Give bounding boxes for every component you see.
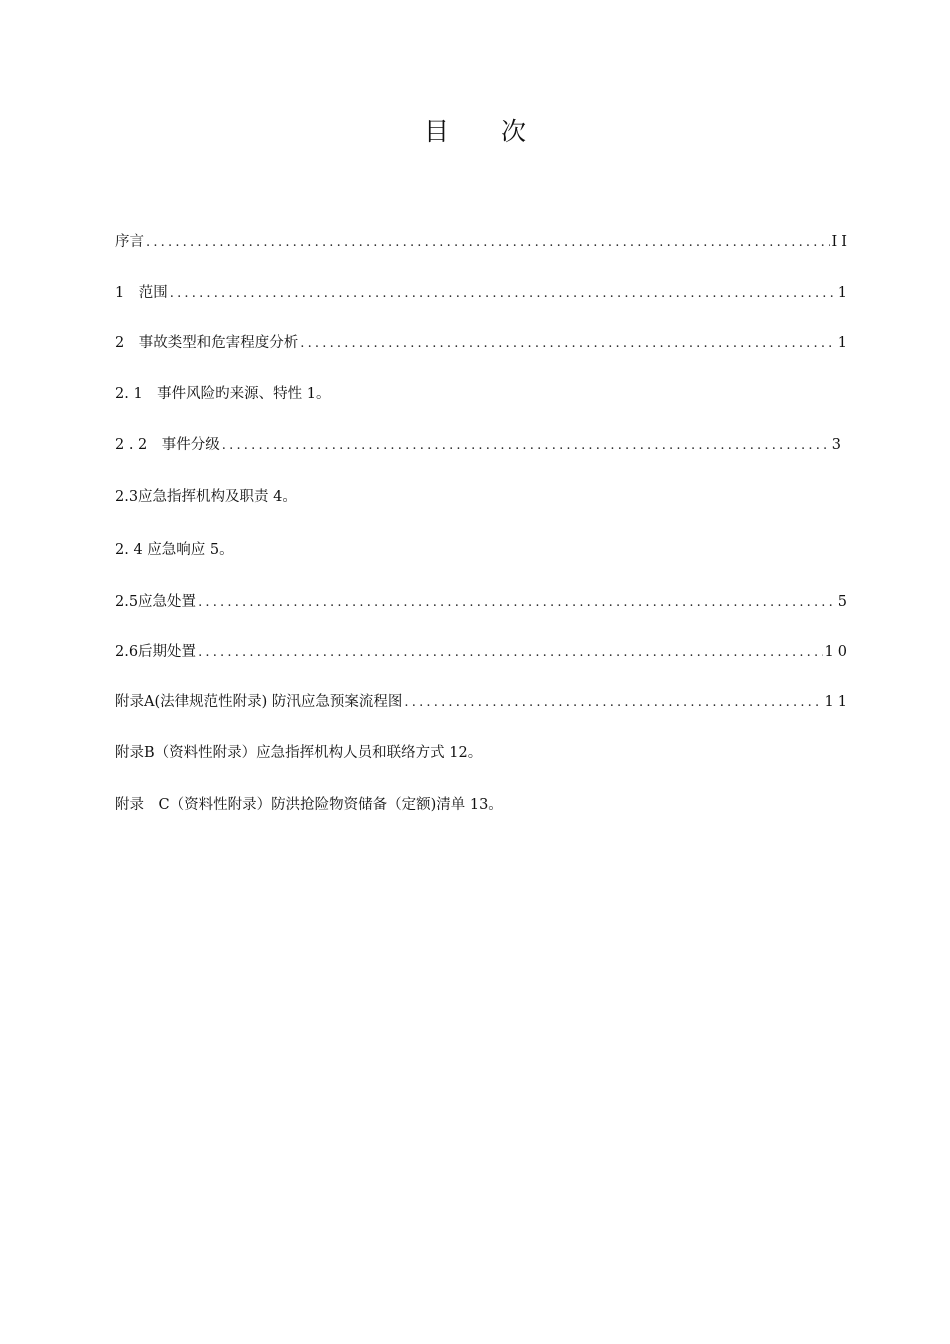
toc-entry-command-structure[interactable] — [115, 485, 851, 507]
toc-page-number: 10 — [824, 644, 851, 660]
toc-entry-label: 附录 C（资料性附录）防洪抢险物资储备（定额)清单 13。 — [115, 797, 503, 813]
toc-entry-event-grading[interactable] — [115, 433, 851, 455]
toc-page-number: 1 — [837, 285, 851, 301]
toc-entry-label: 2. 1 事件风险旳来源、特性 1。 — [115, 386, 331, 402]
toc-entry-appendix-b[interactable] — [115, 741, 851, 763]
toc-entry-accident-analysis[interactable] — [115, 331, 851, 353]
toc-page-number: II — [831, 234, 851, 250]
title-char-1: 目 — [423, 117, 449, 146]
toc-page-number: 1 — [837, 335, 851, 351]
toc-entry-appendix-a[interactable] — [115, 690, 851, 712]
page-title — [0, 112, 950, 148]
toc-leader-dots — [404, 695, 822, 710]
toc-leader-dots — [198, 595, 836, 610]
toc-entry-risk-source[interactable] — [115, 382, 851, 404]
toc-entry-emergency-handling[interactable] — [115, 590, 851, 612]
toc-entry-appendix-c[interactable] — [115, 793, 851, 815]
toc-leader-dots — [198, 645, 822, 660]
title-char-2: 次 — [501, 117, 527, 146]
toc-leader-dots — [222, 438, 830, 453]
toc-leader-dots — [170, 286, 836, 301]
toc-entry-label: 2. 4 应急响应 5。 — [115, 542, 234, 558]
toc-entry-label: 2.6后期处置 — [115, 644, 197, 660]
toc-entry-aftermath[interactable] — [115, 640, 851, 662]
toc-page-number: 3 — [831, 437, 845, 453]
toc-entry-label: 2.5应急处置 — [115, 594, 197, 610]
toc-entry-emergency-response[interactable] — [115, 538, 851, 560]
toc-entry-label: 序言 — [115, 234, 144, 250]
toc-entry-scope[interactable] — [115, 281, 851, 303]
toc-entry-label: 附录A(法律规范性附录) 防汛应急预案流程图 — [115, 694, 403, 710]
toc-entry-label: 2.3应急指挥机构及职责 4。 — [115, 489, 297, 505]
toc-entry-preface[interactable] — [115, 230, 851, 252]
toc-page-number: 5 — [837, 594, 851, 610]
toc-page-number: 11 — [824, 694, 851, 710]
toc-entry-label: 2 . 2 事件分级 — [115, 437, 220, 453]
toc-entry-label: 1 范围 — [115, 285, 168, 301]
toc-entry-label: 附录B（资料性附录）应急指挥机构人员和联络方式 12。 — [115, 745, 483, 761]
toc-leader-dots — [300, 336, 836, 351]
toc-leader-dots — [146, 235, 830, 250]
toc-entry-label: 2 事故类型和危害程度分析 — [115, 335, 299, 351]
